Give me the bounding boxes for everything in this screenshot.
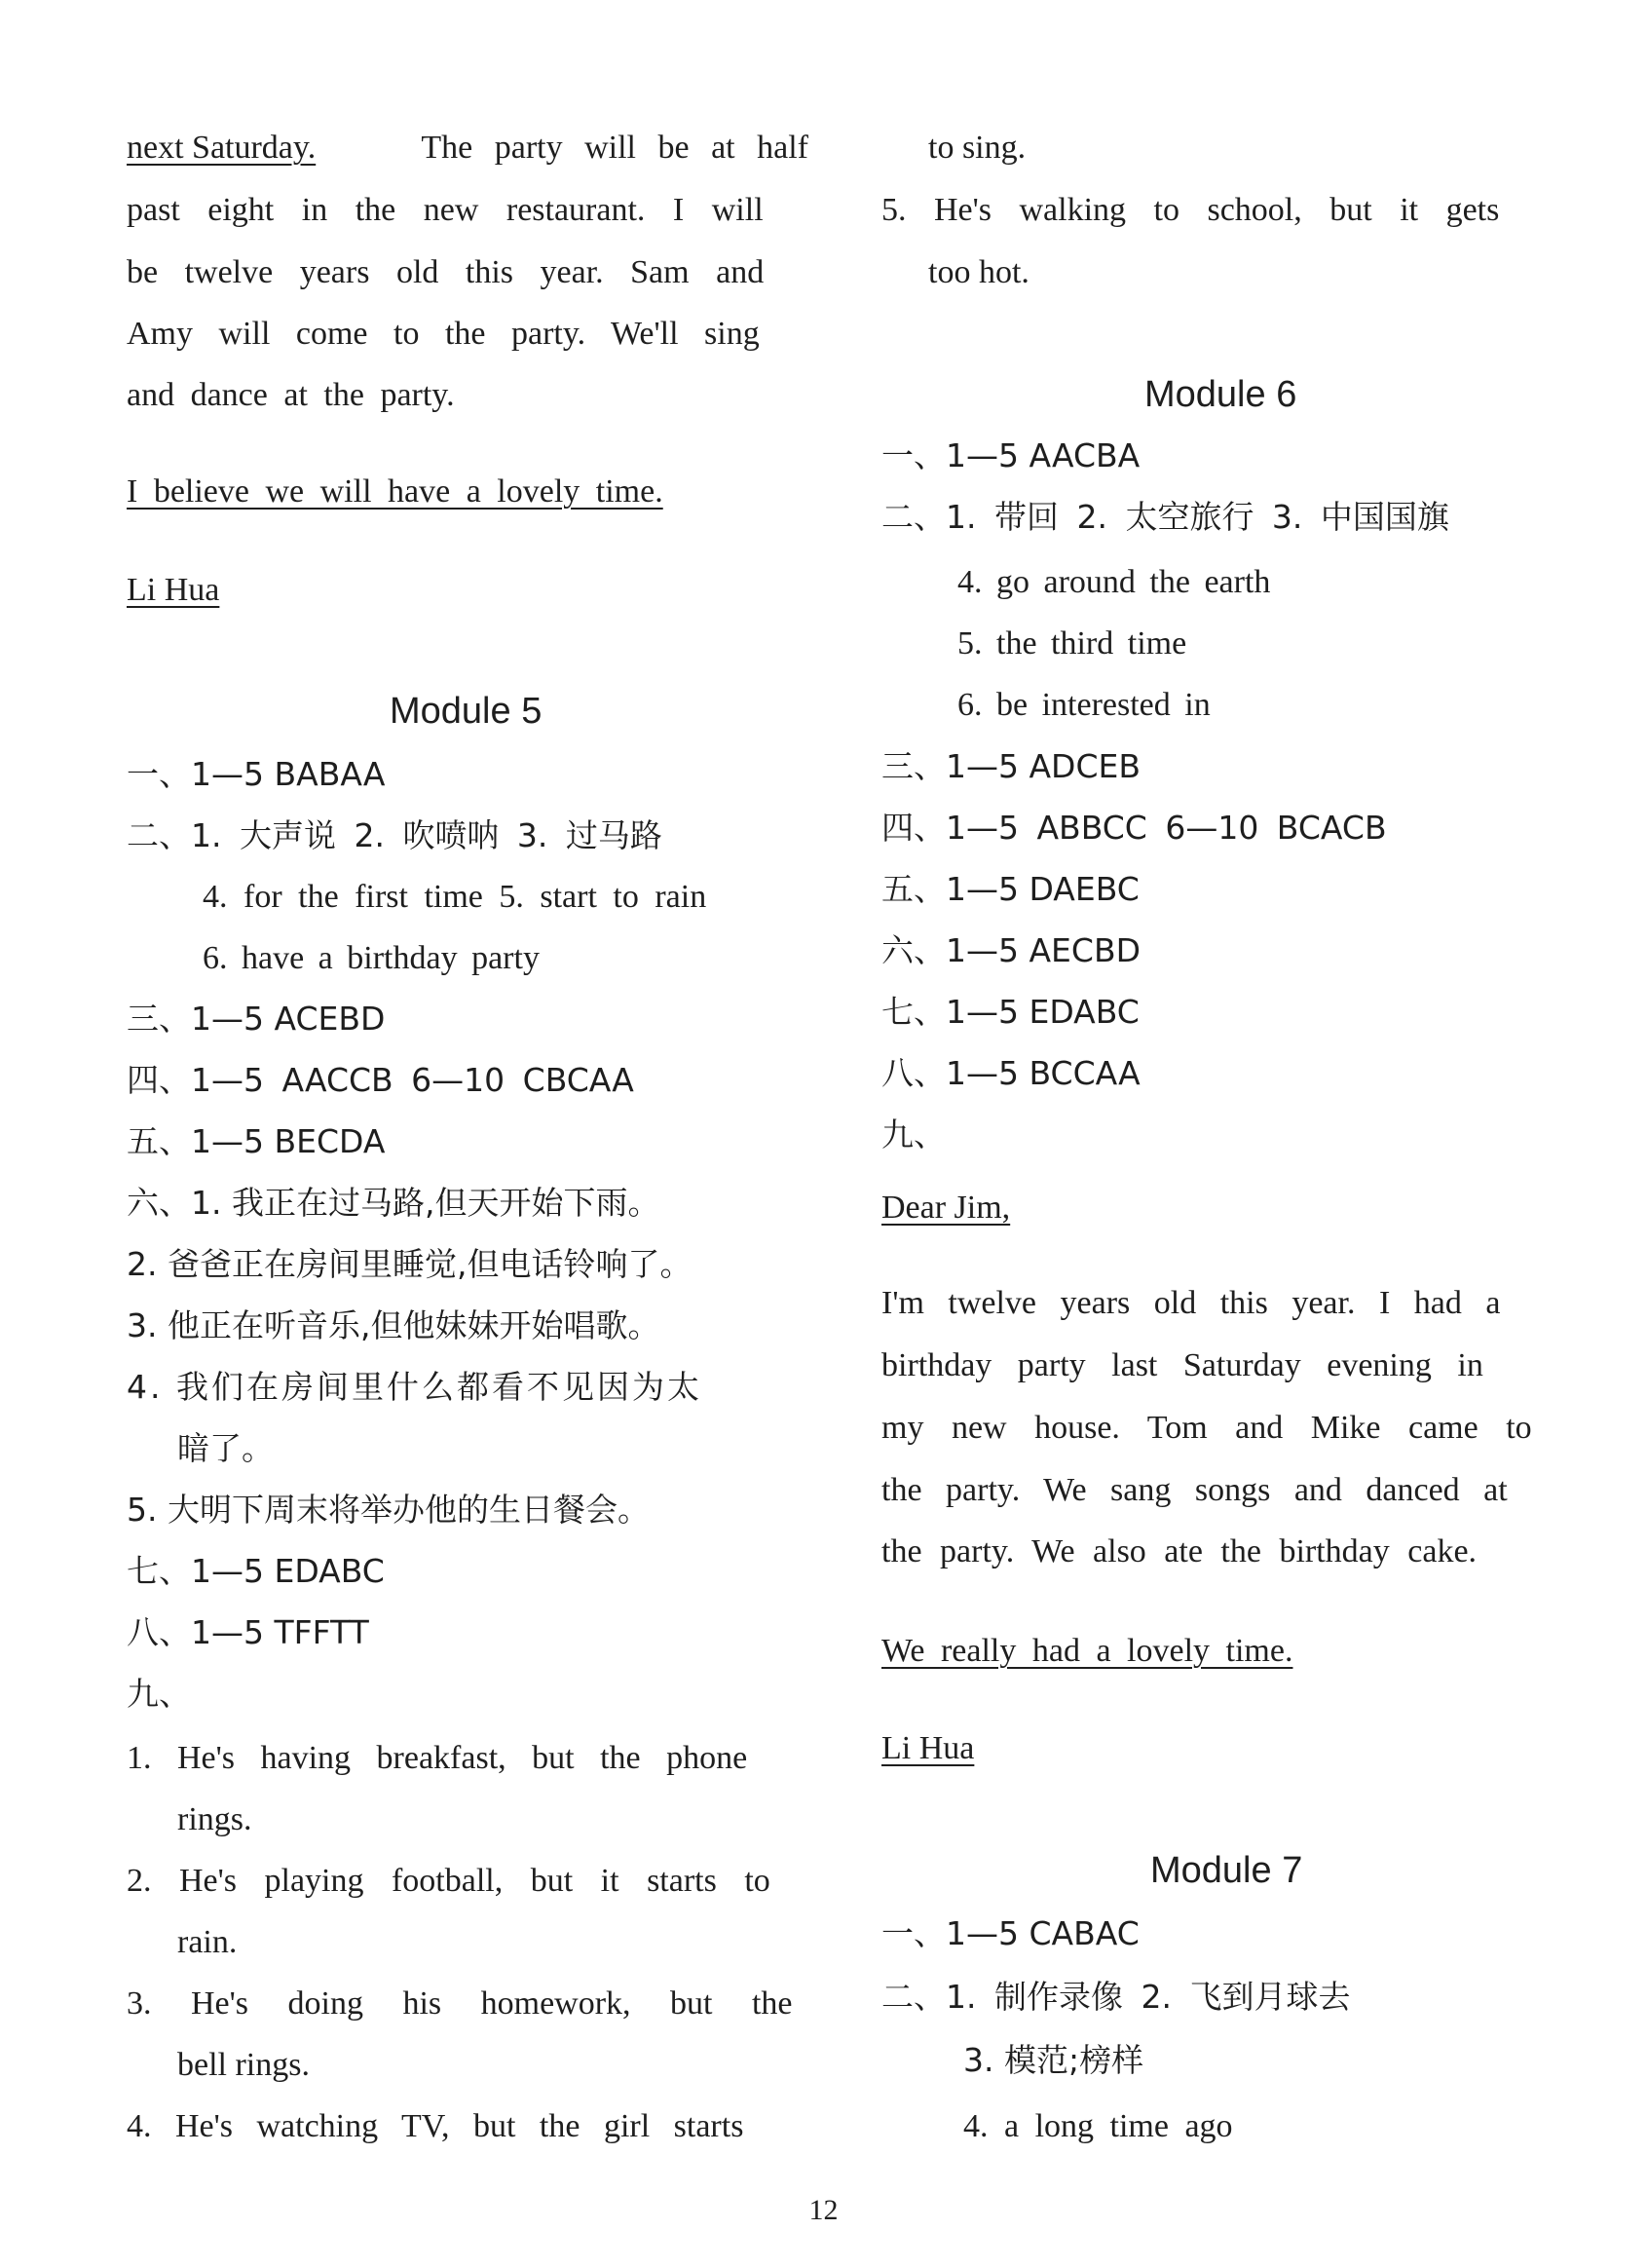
m5-line-9: 2. 爸爸正在房间里睡觉,但电话铃响了。 — [127, 1245, 692, 1283]
m5-line-15: 八、1—5 TFFTT — [127, 1613, 369, 1651]
letter-line-5: and dance at the party. — [127, 377, 455, 413]
m6-line-4: 5. the third time — [957, 625, 1187, 662]
m6-line-7: 四、1—5 ABBCC 6—10 BCACB — [881, 809, 1387, 847]
m5-line-11: 4. 我们在房间里什么都看不见因为太 — [127, 1368, 702, 1406]
m7-line-1: 一、1—5 CABAC — [881, 1914, 1140, 1952]
m5-line-19: 2. He's playing football, but it starts to — [127, 1863, 770, 1899]
m6-letter-line-1: I'm twelve years old this year. I had a — [881, 1285, 1501, 1321]
letter-line-1 — [127, 129, 808, 168]
letter-line-2: past eight in the new restaurant. I will — [127, 192, 764, 228]
letter-closing: I believe we will have a lovely time. — [127, 473, 663, 510]
m7-line-2: 二、1. 制作录像 2. 飞到月球去 — [881, 1978, 1351, 2016]
module-6-title: Module 6 — [1144, 374, 1297, 415]
m6-line-6: 三、1—5 ADCEB — [881, 747, 1141, 785]
m5-line-7: 五、1—5 BECDA — [127, 1122, 386, 1160]
m5-line-2: 二、1. 大声说 2. 吹喷呐 3. 过马路 — [127, 816, 662, 854]
m6-letter-line-5: the party. We also ate the birthday cake. — [881, 1533, 1478, 1569]
m5-line-20: rain. — [177, 1924, 238, 1960]
m5-line-10: 3. 他正在听音乐,但他妹妹开始唱歌。 — [127, 1306, 660, 1344]
m6-line-11: 八、1—5 BCCAA — [881, 1054, 1141, 1092]
cont-line-1: to sing. — [928, 130, 1027, 166]
m5-line-5: 三、1—5 ACEBD — [127, 1000, 386, 1038]
m6-letter-closing: We really had a lovely time. — [881, 1633, 1293, 1669]
m6-letter-line-3: my new house. Tom and Mike came to — [881, 1410, 1532, 1446]
m5-line-17: 1. He's having breakfast, but the phone — [127, 1740, 748, 1776]
m6-line-8: 五、1—5 DAEBC — [881, 870, 1140, 908]
letter-line-1-rest: The party will be at half — [421, 130, 808, 166]
m5-line-22: bell rings. — [177, 2047, 310, 2083]
m5-line-1: 一、1—5 BABAA — [127, 755, 386, 793]
letter-signature: Li Hua — [127, 572, 220, 608]
m6-line-10: 七、1—5 EDABC — [881, 993, 1140, 1031]
m5-line-12: 暗了。 — [177, 1429, 274, 1467]
letter-line-4: Amy will come to the party. We'll sing — [127, 316, 760, 352]
m6-line-2: 二、1. 带回 2. 太空旅行 3. 中国国旗 — [881, 498, 1449, 536]
m6-line-9: 六、1—5 AECBD — [881, 931, 1141, 969]
m5-line-21: 3. He's doing his homework, but the — [127, 1985, 793, 2022]
m5-line-16: 九、 — [127, 1675, 191, 1713]
m5-line-8: 六、1. 我正在过马路,但天开始下雨。 — [127, 1184, 660, 1222]
cont-line-3: too hot. — [928, 254, 1029, 290]
right-column — [823, 0, 1647, 2268]
m5-line-23: 4. He's watching TV, but the girl starts — [127, 2108, 744, 2144]
m5-line-14: 七、1—5 EDABC — [127, 1552, 385, 1590]
letter-line-3: be twelve years old this year. Sam and — [127, 254, 765, 290]
letter-greeting: Dear Jim, — [881, 1190, 1011, 1226]
m6-letter-line-4: the party. We sang songs and danced at — [881, 1472, 1508, 1508]
m7-line-4: 4. a long time ago — [963, 2108, 1233, 2144]
m6-line-5: 6. be interested in — [957, 687, 1211, 723]
m6-line-3: 4. go around the earth — [957, 564, 1271, 600]
m5-line-6: 四、1—5 AACCB 6—10 CBCAA — [127, 1061, 634, 1099]
module-7-title: Module 7 — [1150, 1850, 1303, 1891]
page-number: 12 — [808, 2194, 839, 2226]
m5-line-4: 6. have a birthday party — [203, 940, 540, 976]
underlined-phrase: next Saturday. — [127, 130, 317, 166]
cont-line-2: 5. He's walking to school, but it gets — [881, 192, 1500, 228]
m6-line-12: 九、 — [881, 1115, 946, 1153]
m7-line-3: 3. 模范;榜样 — [963, 2041, 1144, 2079]
m6-line-1: 一、1—5 AACBA — [881, 436, 1141, 474]
left-column — [0, 0, 823, 2268]
m5-line-13: 5. 大明下周末将举办他的生日餐会。 — [127, 1491, 650, 1529]
m6-letter-line-2: birthday party last Saturday evening in — [881, 1347, 1483, 1383]
m6-letter-signature: Li Hua — [881, 1730, 975, 1766]
m5-line-3: 4. for the first time 5. start to rain — [203, 879, 707, 915]
m5-line-18: rings. — [177, 1801, 252, 1837]
module-5-title: Module 5 — [390, 691, 543, 732]
